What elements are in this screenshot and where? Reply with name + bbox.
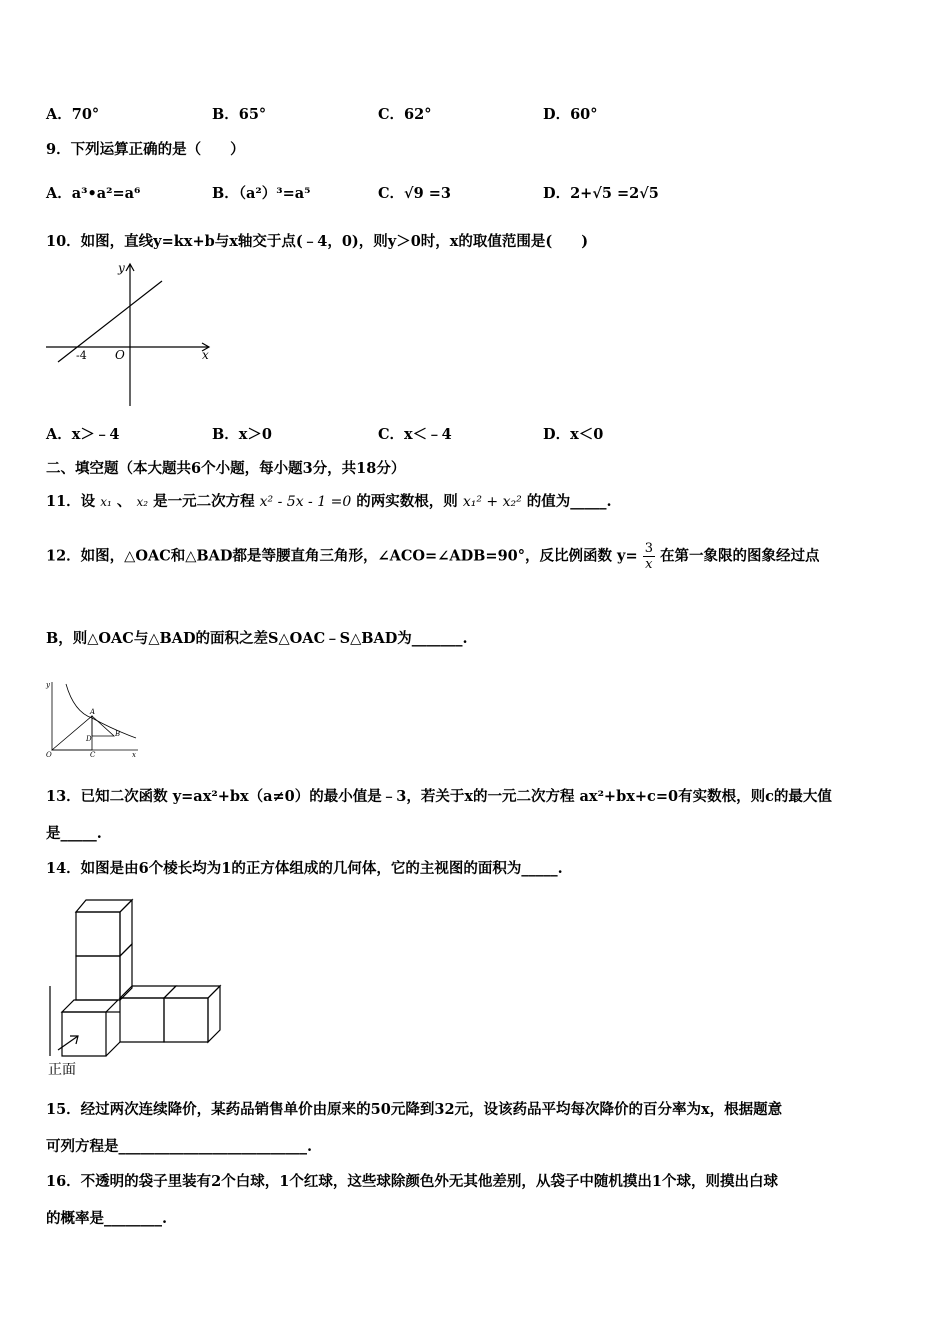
section-title: 二、填空题（本大题共6个小题，每小题3分，共18分）	[46, 460, 406, 477]
q10-option-a: A．x＞﹣4	[46, 426, 120, 443]
q8-option-a: A．70°	[46, 106, 100, 123]
q9-option-d: D．2+√5 =2√5	[543, 185, 659, 202]
q16-line-2: 的概率是________.	[46, 1210, 168, 1227]
label-o: O	[46, 751, 52, 758]
q8-option-b: B．65°	[212, 106, 267, 123]
y-label: y	[118, 261, 125, 275]
label-a: A	[90, 708, 96, 716]
q10-figure	[44, 258, 219, 410]
q9-option-c: C．√9 =3	[378, 185, 451, 202]
intercept-label: -4	[76, 349, 87, 362]
q10-stem: 10．如图，直线y=kx+b与x轴交于点(﹣4，0)，则y＞0时，x的取值范围是( )	[46, 233, 589, 250]
q12-suffix: 在第一象限的图象经过点	[660, 547, 820, 565]
q14-stem: 14．如图是由6个棱长均为1的正方体组成的几何体，它的主视图的面积为_____.	[46, 860, 563, 877]
q9-stem: 9．下列运算正确的是（ ）	[46, 141, 245, 158]
q12-fraction	[643, 541, 655, 572]
q8-option-c: C．62°	[378, 106, 432, 123]
triangle-bad	[92, 716, 114, 736]
q11-mid: 是一元二次方程	[153, 493, 255, 510]
q16-line-1: 16．不透明的袋子里装有2个白球，1个红球，这些球除颜色外无其他差别，从袋子中随机摸出1个球，则摸出白球	[46, 1173, 778, 1190]
q12-figure	[44, 678, 140, 758]
q12-fraction-denominator: x	[645, 557, 653, 572]
q11-prefix: 11．设	[46, 493, 96, 510]
label-c: C	[90, 751, 96, 758]
triangle-oac	[52, 716, 92, 750]
cube-top-front	[76, 912, 120, 956]
q11-line	[46, 490, 612, 511]
q10-option-d: D．x＜0	[543, 426, 604, 443]
cube-top-side	[120, 900, 132, 956]
q13-line-2: 是_____.	[46, 825, 102, 842]
label-y: y	[46, 681, 50, 689]
q15-line-1: 15．经过两次连续降价，某药品销售单价由原来的50元降到32元，设该药品平均每次降价的百分率为x，根据题意	[46, 1101, 783, 1118]
q9-option-a: A．a³•a²=a⁶	[46, 185, 141, 202]
q11-expression: x₁² + x₂²	[462, 494, 522, 510]
q11-equation: x² - 5x - 1 =0	[259, 494, 352, 510]
label-x: x	[132, 751, 136, 758]
q8-option-d: D．60°	[543, 106, 598, 123]
origin-label: O	[115, 348, 125, 362]
line-graph	[58, 281, 162, 362]
q12-line-1	[46, 541, 820, 572]
x-label: x	[202, 348, 209, 362]
cube-middle-front	[76, 956, 120, 1000]
cube-front-roof	[62, 1000, 118, 1012]
cube-row-1	[120, 998, 164, 1042]
label-b: B	[115, 730, 121, 738]
q12-line-2: B，则△OAC与△BAD的面积之差S△OAC﹣S△BAD为_______.	[46, 630, 468, 647]
label-d: D	[86, 735, 92, 743]
q11-mid2: 的两实数根，则	[356, 493, 458, 510]
q11-x1: x₁	[100, 495, 112, 509]
cube-row-side	[208, 986, 220, 1042]
q12-prefix: 12．如图，△OAC和△BAD都是等腰直角三角形，∠ACO=∠ADB=90°，反比例函数 y=	[46, 547, 638, 565]
q11-x2: x₂	[136, 495, 149, 509]
edge	[106, 1042, 120, 1056]
hyperbola-curve	[66, 684, 136, 738]
q11-suffix: 的值为_____.	[526, 493, 612, 510]
cube-top-roof	[76, 900, 132, 912]
cube-row-2	[164, 998, 208, 1042]
q10-option-b: B．x＞0	[212, 426, 272, 443]
q11-sep: 、	[116, 493, 132, 510]
q9-option-b: B．（a²）³=a⁵	[212, 185, 311, 202]
q13-line-1: 13．已知二次函数 y=ax²+bx（a≠0）的最小值是﹣3，若关于x的一元二次方程 ax²+bx+c=0有实数根，则c的最大值	[46, 788, 832, 805]
cube-front-face	[62, 1012, 106, 1056]
q10-option-c: C．x＜﹣4	[378, 426, 452, 443]
view-arrow	[58, 1036, 78, 1050]
q12-fraction-numerator: 3	[644, 541, 653, 556]
q14-figure	[44, 894, 224, 1080]
front-label: 正面	[48, 1062, 76, 1078]
q15-line-2: 可列方程是__________________________.	[46, 1138, 313, 1155]
cube-row-roof-2	[164, 986, 220, 998]
